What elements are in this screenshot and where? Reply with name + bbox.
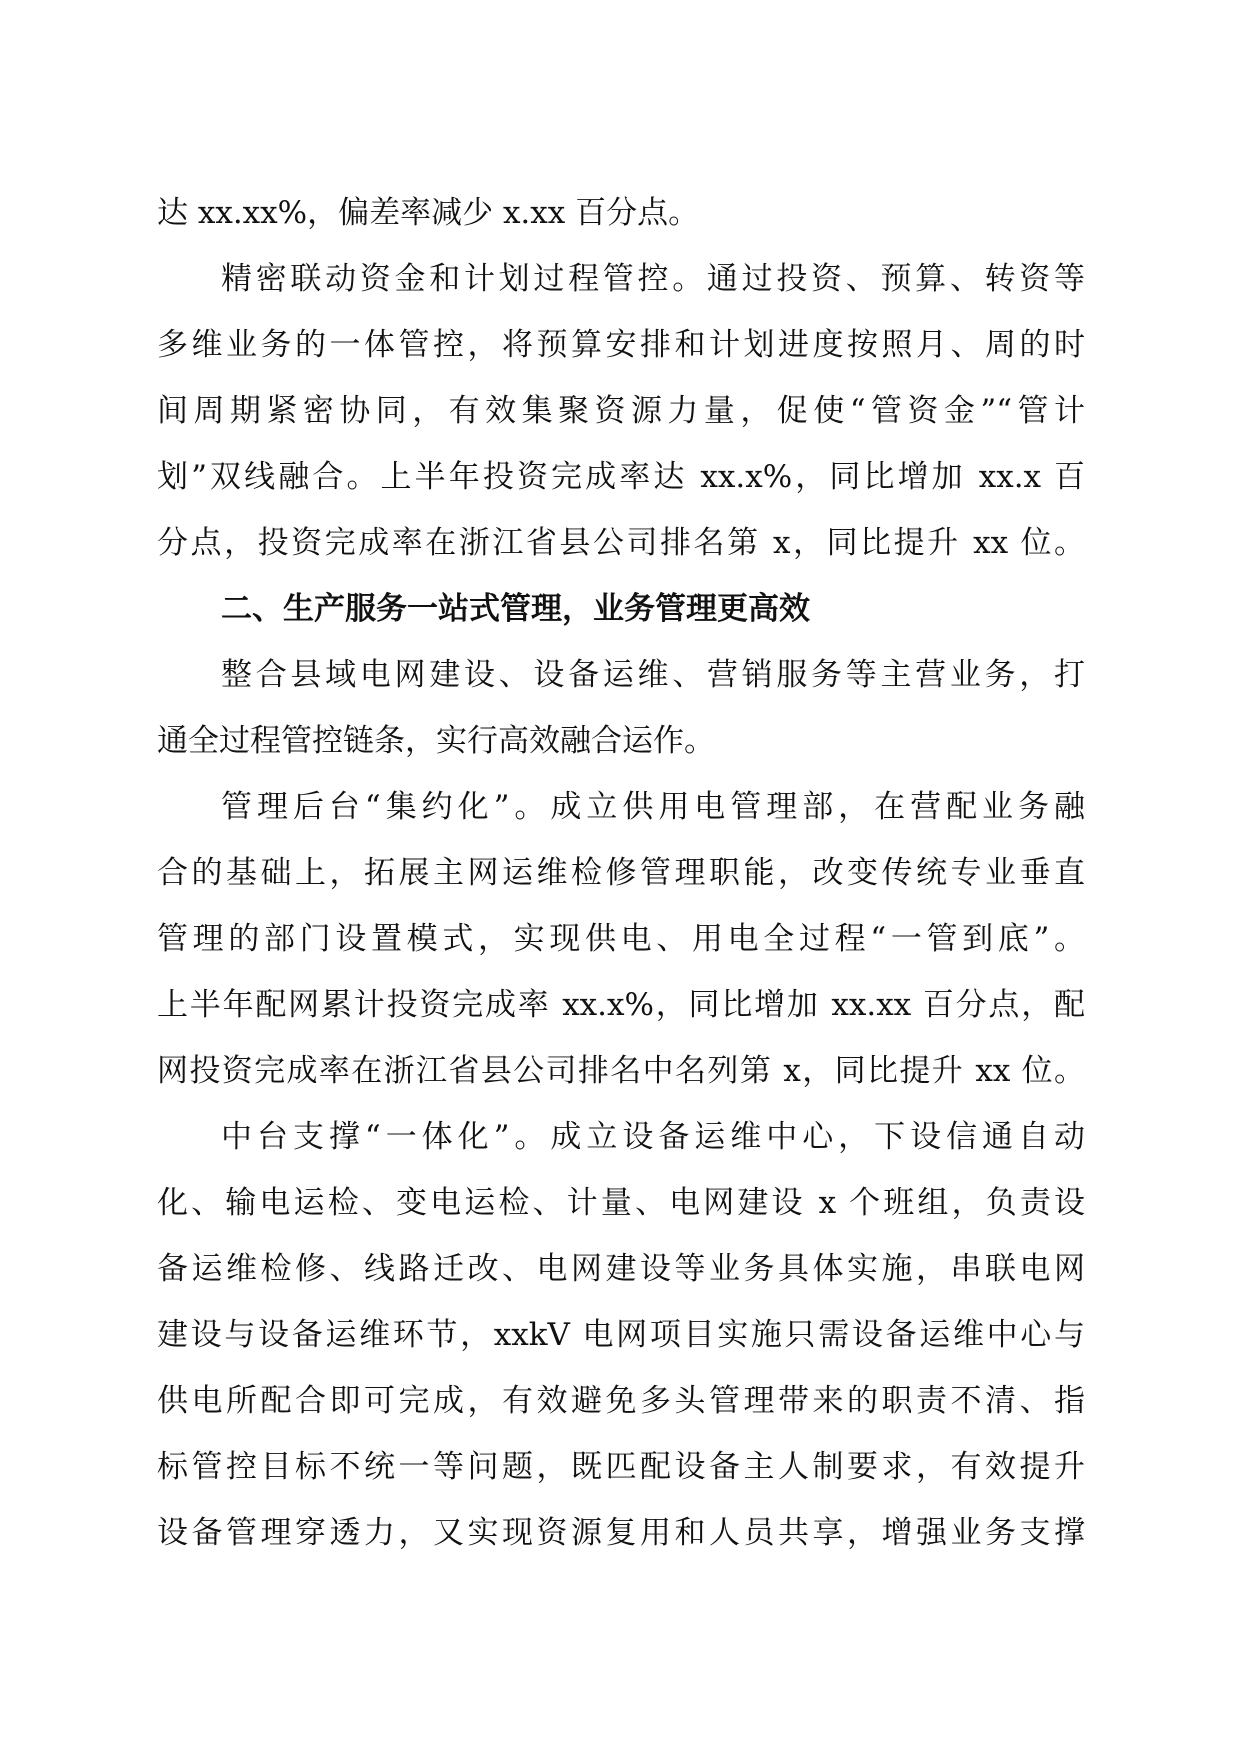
paragraph-line: 间周期紧密协同，有效集聚资源力量，促使“管资金”“管计 [157,393,1085,429]
paragraph-line: 多维业务的一体管控，将预算安排和计划进度按照月、周的时 [157,327,1085,363]
paragraph-line: 管理的部门设置模式，实现供电、用电全过程“一管到底”。 [157,921,1085,957]
paragraph-line: 上半年配网累计投资完成率 xx.x%，同比增加 xx.xx 百分点，配 [157,987,1085,1023]
paragraph-line: 精密联动资金和计划过程管控。通过投资、预算、转资等 [221,261,1085,297]
paragraph-line: 中台支撑“一体化”。成立设备运维中心，下设信通自动 [221,1119,1085,1155]
paragraph-line: 网投资完成率在浙江省县公司排名中名列第 x，同比提升 xx 位。 [157,1053,1085,1089]
paragraph-line: 合的基础上，拓展主网运维检修管理职能，改变传统专业垂直 [157,855,1085,891]
paragraph-line: 达 xx.xx%，偏差率减少 x.xx 百分点。 [157,195,700,231]
paragraph-line: 备运维检修、线路迁改、电网建设等业务具体实施，串联电网 [157,1251,1085,1287]
paragraph-line: 供电所配合即可完成，有效避免多头管理带来的职责不清、指 [157,1383,1085,1419]
paragraph-line: 划”双线融合。上半年投资完成率达 xx.x%，同比增加 xx.x 百 [157,459,1085,495]
paragraph-line: 化、输电运检、变电运检、计量、电网建设 x 个班组，负责设 [157,1185,1085,1221]
section-heading: 二、生产服务一站式管理，业务管理更高效 [221,591,810,627]
paragraph-line: 通全过程管控链条，实行高效融合运作。 [157,723,715,759]
paragraph-line: 整合县域电网建设、设备运维、营销服务等主营业务，打 [221,657,1085,693]
paragraph-line: 建设与设备运维环节，xxkV 电网项目实施只需设备运维中心与 [157,1317,1085,1353]
paragraph-line: 分点，投资完成率在浙江省县公司排名第 x，同比提升 xx 位。 [157,525,1085,561]
paragraph-line: 设备管理穿透力，又实现资源复用和人员共享，增强业务支撑 [157,1515,1085,1551]
document-body [157,180,1085,1566]
paragraph-line: 标管控目标不统一等问题，既匹配设备主人制要求，有效提升 [157,1449,1085,1485]
paragraph-line: 管理后台“集约化”。成立供用电管理部，在营配业务融 [221,789,1085,825]
